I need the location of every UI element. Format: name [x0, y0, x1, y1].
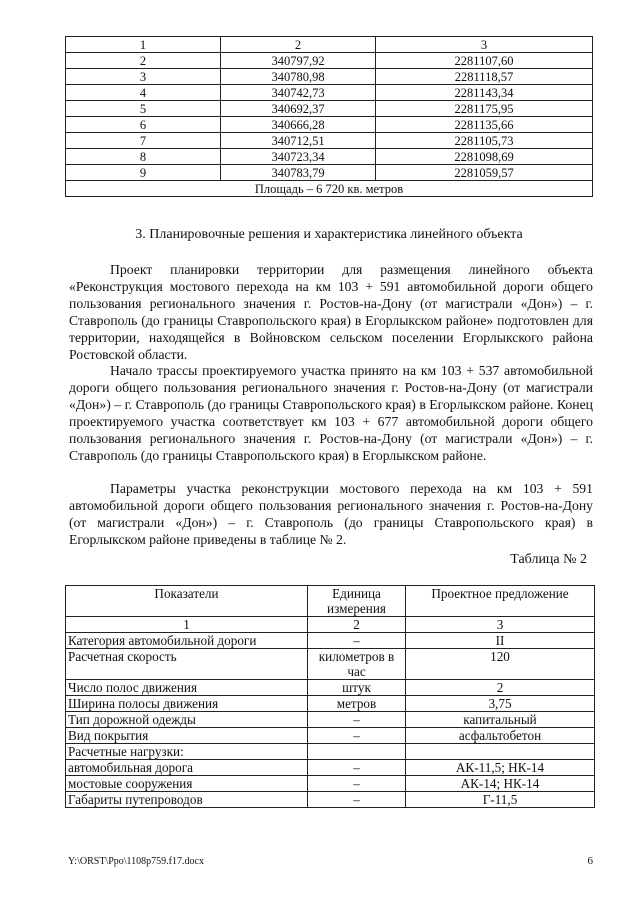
point-number: 6	[66, 117, 221, 133]
x-coordinate: 340712,51	[221, 133, 376, 149]
proposal-value	[406, 744, 595, 760]
unit-value: штук	[308, 680, 406, 696]
table-row	[66, 649, 595, 680]
y-coordinate: 2281135,66	[376, 117, 593, 133]
unit-value: –	[308, 712, 406, 728]
indicator-name: Тип дорожной одежды	[66, 712, 308, 728]
header-proposal: Проектное предложение	[406, 586, 595, 617]
unit-value: –	[308, 776, 406, 792]
table-row	[66, 69, 593, 85]
unit-value	[308, 744, 406, 760]
indicator-name: Вид покрытия	[66, 728, 308, 744]
parameters-table	[65, 585, 595, 808]
y-coordinate: 2281175,95	[376, 101, 593, 117]
table-row	[66, 760, 595, 776]
column-number: 3	[406, 617, 595, 633]
table-row	[66, 53, 593, 69]
header-indicators: Показатели	[66, 586, 308, 617]
x-coordinate: 340797,92	[221, 53, 376, 69]
table-caption: Таблица № 2	[510, 552, 587, 567]
unit-value: –	[308, 760, 406, 776]
point-number: 4	[66, 85, 221, 101]
table-row	[66, 696, 595, 712]
y-coordinate: 2281105,73	[376, 133, 593, 149]
section-heading: 3. Планировочные решения и характеристика линейного объекта	[135, 227, 523, 242]
unit-value: –	[308, 633, 406, 649]
unit-value: километров в час	[308, 649, 406, 680]
column-number-row	[66, 617, 595, 633]
point-number: 9	[66, 165, 221, 181]
y-coordinate: 2281098,69	[376, 149, 593, 165]
column-number: 1	[66, 617, 308, 633]
table-header-row	[66, 586, 595, 617]
proposal-value: 3,75	[406, 696, 595, 712]
point-number: 2	[66, 53, 221, 69]
table-row	[66, 85, 593, 101]
table-row	[66, 776, 595, 792]
proposal-value: 120	[406, 649, 595, 680]
x-coordinate: 340780,98	[221, 69, 376, 85]
x-coordinate: 340783,79	[221, 165, 376, 181]
proposal-value: Г-11,5	[406, 792, 595, 808]
table-row	[66, 133, 593, 149]
table-row	[66, 633, 595, 649]
proposal-value: капитальный	[406, 712, 595, 728]
proposal-value: II	[406, 633, 595, 649]
coordinates-table	[65, 36, 593, 197]
table-row	[66, 728, 595, 744]
table-row	[66, 165, 593, 181]
proposal-value: АК-11,5; НК-14	[406, 760, 595, 776]
unit-value: –	[308, 728, 406, 744]
table-row	[66, 744, 595, 760]
header-cell: 2	[221, 37, 376, 53]
header-cell: 1	[66, 37, 221, 53]
table-row	[66, 712, 595, 728]
proposal-value: 2	[406, 680, 595, 696]
indicator-name: Расчетная скорость	[66, 649, 308, 680]
indicator-name: автомобильная дорога	[66, 760, 308, 776]
paragraph-project-description: Проект планировки территории для размещения линейного объекта «Реконструкция мостового перехода на км 103 + 591 автомобильной дороги общего пользования регионального значения г. Ростов-на-Дону (от магистрали «Дон») – г. Ставрополь (до границы Ставропольского края) в Егорлыкском районе» подготовлен для территории, находящейся в Войновском сельском поселении Егорлыкского района Ростовской области.	[69, 262, 593, 362]
unit-value: метров	[308, 696, 406, 712]
paragraph-parameters-intro: Параметры участка реконструкции мостового перехода на км 103 + 591 автомобильной дороги общего пользования регионального значения г. Ростов-на-Дону (от магистрали «Дон») – г. Ставрополь (до границы Ставропольского края) в Егорлыкском районе приведены в таблице № 2.	[69, 481, 593, 547]
table-row	[66, 792, 595, 808]
indicator-name: Категория автомобильной дороги	[66, 633, 308, 649]
table-row	[66, 149, 593, 165]
unit-value: –	[308, 792, 406, 808]
y-coordinate: 2281059,57	[376, 165, 593, 181]
column-number: 2	[308, 617, 406, 633]
point-number: 8	[66, 149, 221, 165]
header-cell: 3	[376, 37, 593, 53]
indicator-name: Ширина полосы движения	[66, 696, 308, 712]
table-row	[66, 101, 593, 117]
footer-file-path: Y:\ORST\Ppo\1108p759.f17.docx	[68, 856, 204, 867]
indicator-name: Габариты путепроводов	[66, 792, 308, 808]
paragraph-route-start-end: Начало трассы проектируемого участка принято на км 103 + 537 автомобильной дороги общего пользования регионального значения г. Ростов-на-Дону (от магистрали «Дон») – г. Ставрополь (до границы Ставропольского края) в Егорлыкском районе. Конец проектируемого участка соответствует км 103 + 677 автомобильной дороги общего пользования регионального значения г. Ростов-на-Дону (от магистрали «Дон») – г. Ставрополь (до границы Ставропольского края) в Егорлыкском районе.	[69, 363, 593, 463]
point-number: 5	[66, 101, 221, 117]
area-total: Площадь – 6 720 кв. метров	[66, 181, 593, 197]
y-coordinate: 2281118,57	[376, 69, 593, 85]
page-number: 6	[587, 855, 593, 867]
indicator-name: мостовые сооружения	[66, 776, 308, 792]
table-row	[66, 117, 593, 133]
proposal-value: асфальтобетон	[406, 728, 595, 744]
indicator-name: Расчетные нагрузки:	[66, 744, 308, 760]
header-unit: Единица измерения	[308, 586, 406, 617]
x-coordinate: 340742,73	[221, 85, 376, 101]
point-number: 7	[66, 133, 221, 149]
x-coordinate: 340692,37	[221, 101, 376, 117]
x-coordinate: 340723,34	[221, 149, 376, 165]
table-header-row	[66, 37, 593, 53]
y-coordinate: 2281107,60	[376, 53, 593, 69]
indicator-name: Число полос движения	[66, 680, 308, 696]
x-coordinate: 340666,28	[221, 117, 376, 133]
table-row	[66, 680, 595, 696]
area-row	[66, 181, 593, 197]
point-number: 3	[66, 69, 221, 85]
proposal-value: АК-14; НК-14	[406, 776, 595, 792]
y-coordinate: 2281143,34	[376, 85, 593, 101]
